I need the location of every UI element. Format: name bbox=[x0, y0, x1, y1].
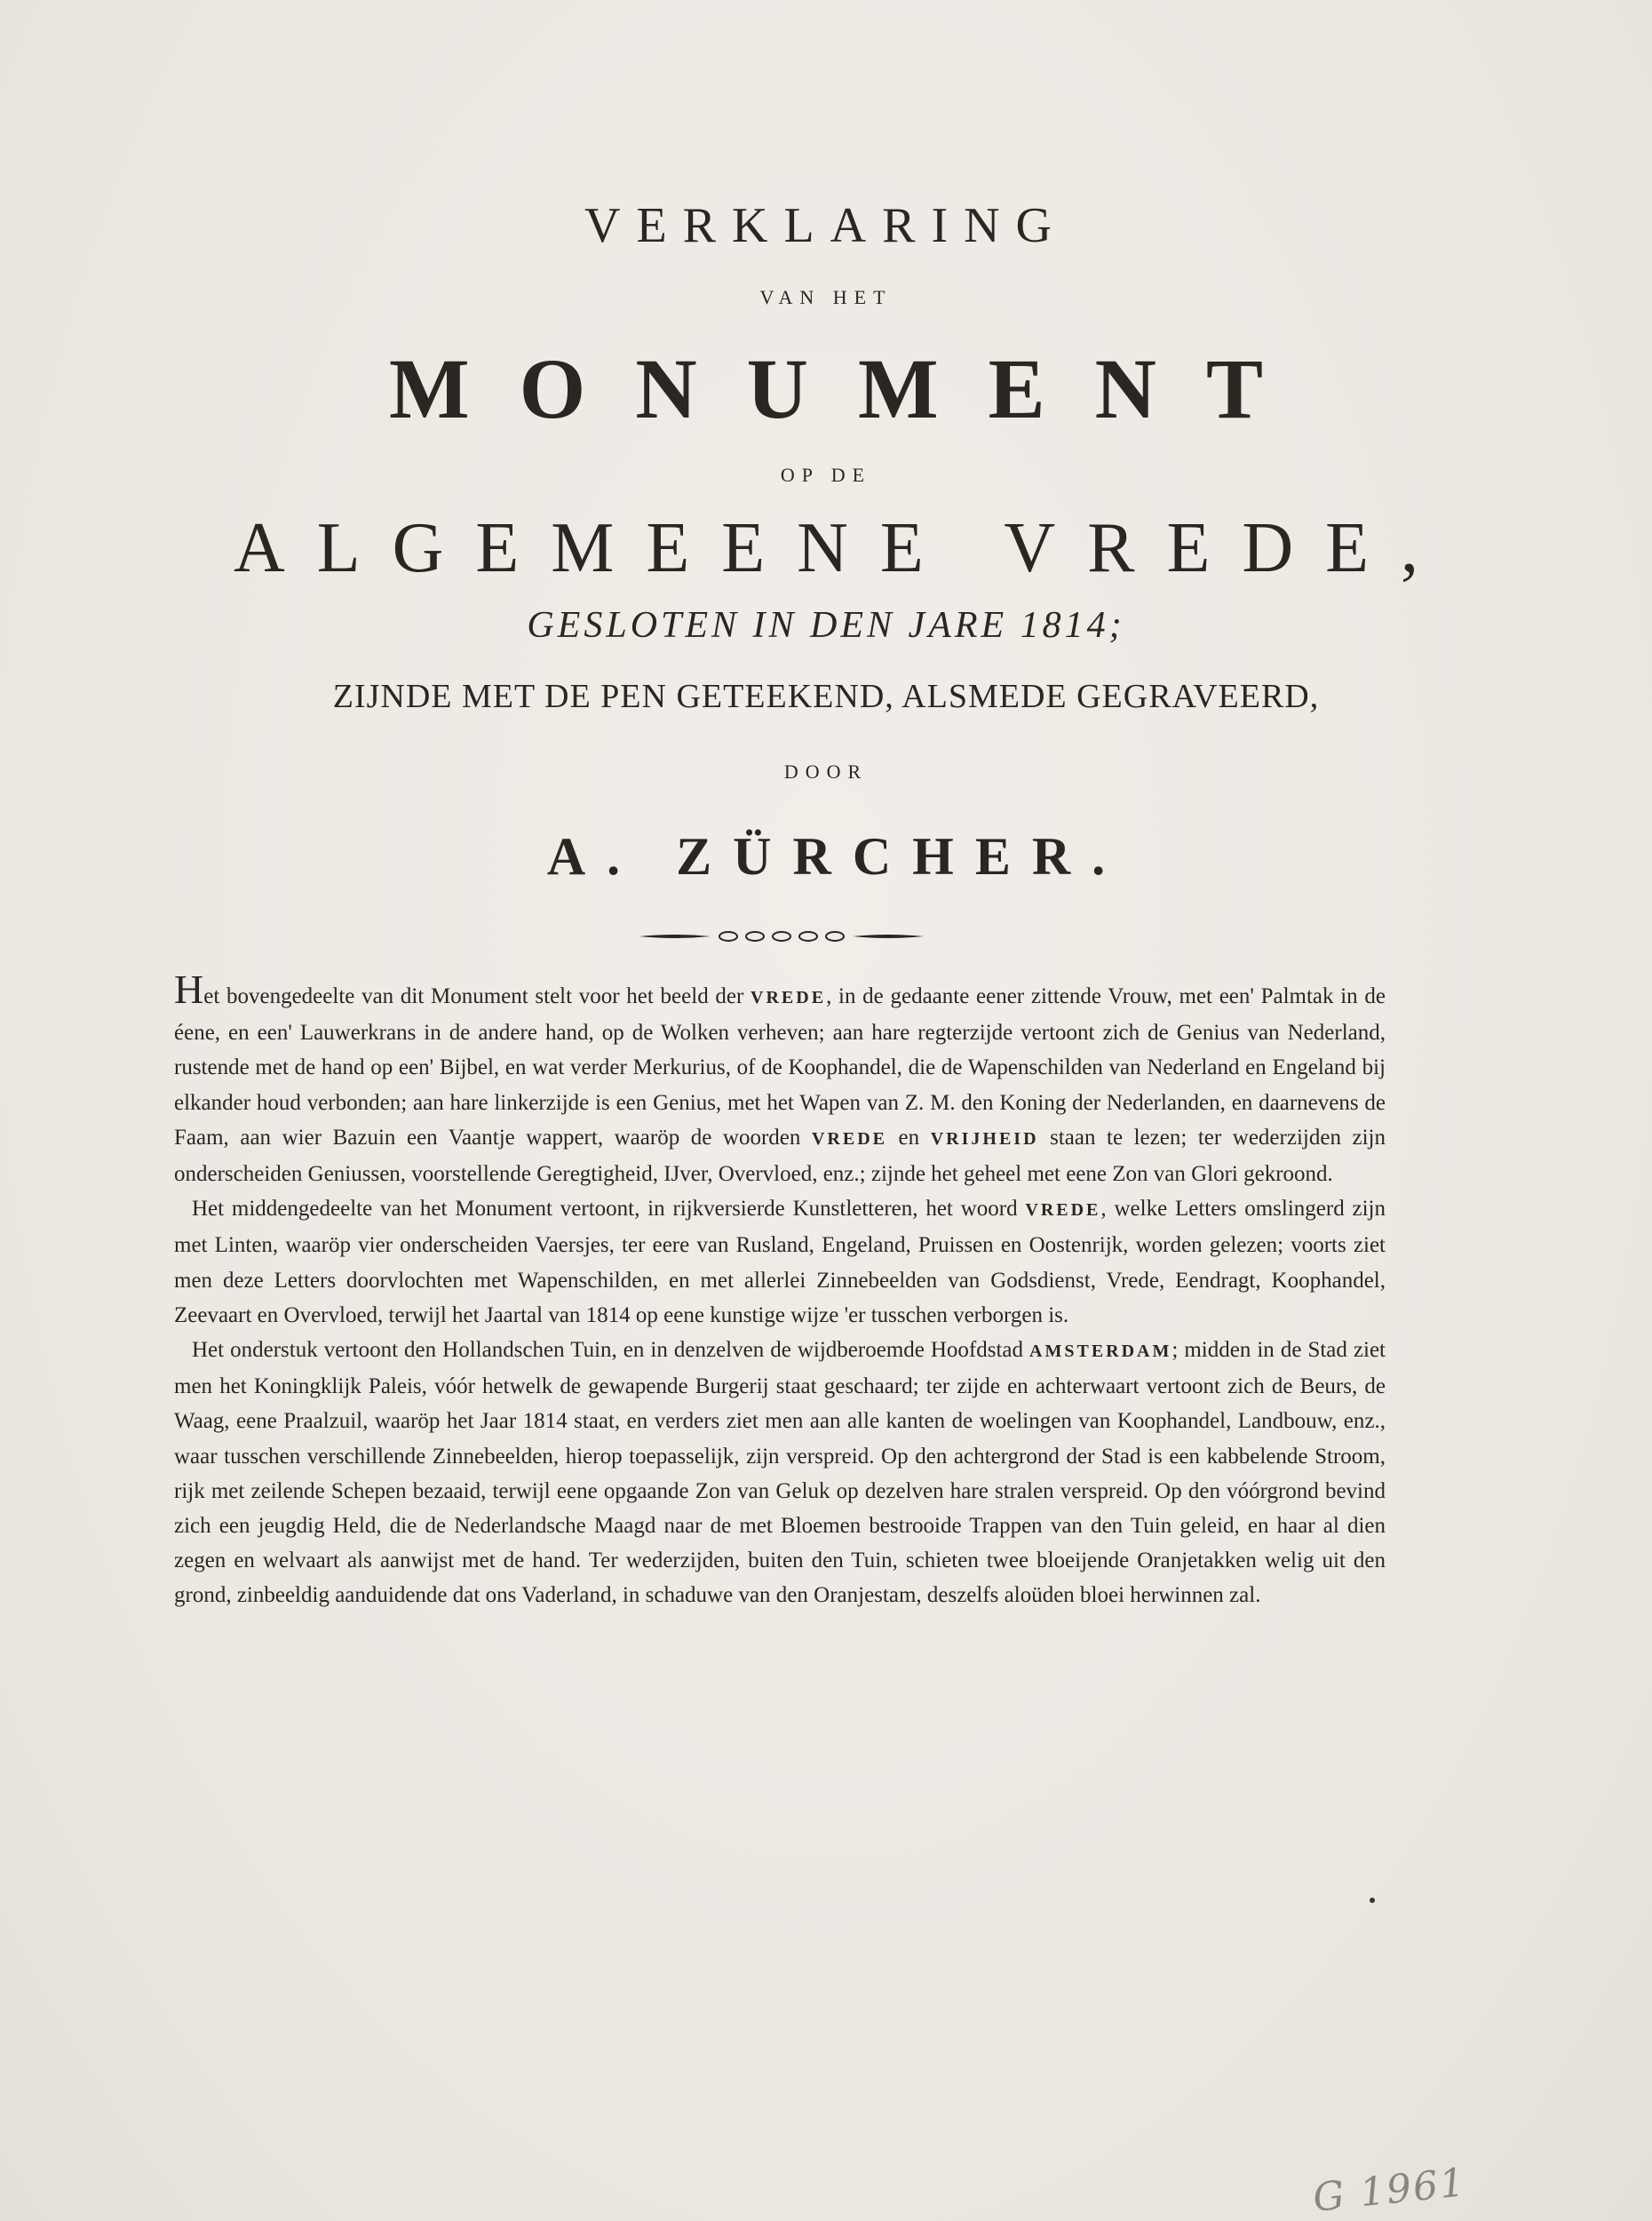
paragraph-2-text-a: Het middengedeelte van het Monument vertoont, in rijkversierde Kunstletteren, het woord bbox=[192, 1197, 1026, 1222]
paragraph-3 bbox=[174, 1333, 1386, 1613]
word-vrede-2: VREDE bbox=[811, 1128, 887, 1149]
paragraph-2-text-b: , welke Letters omslingerd zijn met Linten, waaröp vier onderscheiden Vaersjes, ter eere van Rusland, Engeland, Pruissen en Oostenrijk, worden gelezen; voorts ziet men deze Letters doorvlochten met Wapenschilden, en met allerlei Zinnebeelden van Godsdienst, Vrede, Eendragt, Koophandel, Zeevaart en Overvloed, terwijl het Jaartal van 1814 op eene kunstige wijze 'er tusschen verborgen is. bbox=[174, 1197, 1386, 1327]
word-amsterdam: AMSTERDAM bbox=[1029, 1341, 1172, 1362]
paragraph-1-text-b: , in de gedaante eener zittende Vrouw, met een' Palmtak in de éene, en een' Lauwerkrans in de andere hand, op de Wolken verheven; aan hare regterzijde vertoont zich de Genius van Nederland, rustende met de hand op een' Bijbel, en wat verder Merkurius, of de Koophandel, die de Wapenschilden van Nederland en Engeland bij elkander houd verbonden; aan hare linkerzijde is een Genius, met het Wapen van Z. M. den Koning der Nederlanden, en daarnevens de Faam, aan wier Bazuin een Vaantje wappert, waaröp de woorden bbox=[174, 984, 1386, 1150]
title-monument: MONUMENT bbox=[389, 341, 1313, 436]
title-algemeene-vrede: ALGEMEENE VREDE, bbox=[234, 509, 1450, 587]
word-vrijheid: VRIJHEID bbox=[930, 1128, 1039, 1149]
ornament-divider-icon bbox=[639, 926, 924, 947]
paragraph-1-text-a: et bovengedeelte van dit Monument stelt voor het beeld der bbox=[203, 984, 751, 1008]
author-name: A. ZÜRCHER. bbox=[546, 827, 1127, 886]
handwritten-annotation: G 1961 bbox=[1310, 2160, 1469, 2221]
paragraph-3-text-a: Het onderstuk vertoont den Hollandschen Tuin, en in denzelven de wijdberoemde Hoofdstad bbox=[192, 1338, 1030, 1363]
title-door: DOOR bbox=[783, 760, 869, 783]
paragraph-1 bbox=[174, 967, 1386, 1191]
title-op-de: OP DE bbox=[780, 464, 872, 486]
title-van-het: VAN HET bbox=[759, 286, 893, 308]
paragraph-2 bbox=[174, 1191, 1386, 1333]
word-vrede: VREDE bbox=[751, 988, 827, 1007]
paragraph-3-text-b: ; midden in de Stad ziet men het Koningklijk Paleis, vóór hetwelk de gewapende Burgerij staat geschaard; ter zijde en achterwaart vertoont zich de Beurs, de Waag, eene Praalzuil, waaröp het Jaar 1814 staat, en verders ziet men aan alle kanten de woelingen van Koophandel, Landbouw, enz., waar tusschen verschillende Zinnebeelden, hierop toepasselijk, zijn verspreid. Op den achtergrond der Stad is een kabbelende Stroom, rijk met zeilende Schepen bezaaid, terwijl eene opgaande Zon van Geluk op dezelven hare stralen verspreid. Op den vóórgrond bevind zich een jeugdig Held, die de Nederlandsche Maagd naar de met Bloemen bestrooide Trappen van den Tuin geleid, en haar al dien zegen en welvaart als aanwijst met de hand. Ter wederzijden, buiten den Tuin, schieten twee bloeijende Oranjetakken welig uit den grond, zinbeeldig aanduidende dat ons Vaderland, in schaduwe van den Oranjestam, deszelfs aloüden bloei herwinnen zal. bbox=[174, 1338, 1386, 1608]
title-gesloten: GESLOTEN IN DEN JARE 1814; bbox=[527, 605, 1125, 646]
title-zijnde: ZIJNDE MET DE PEN GETEEKEND, ALSMEDE GEGRAVEERD, bbox=[332, 678, 1320, 715]
paragraph-1-text-c: en bbox=[886, 1125, 931, 1150]
ink-dot bbox=[1370, 1898, 1375, 1903]
paragraph-1-text-d: staan te lezen; ter wederzijden zijn onderscheiden Geniussen, voorstellende Geregtigheid, IJver, Overvloed, enz.; zijnde het geheel met eene Zon van Glori gekroond. bbox=[174, 1125, 1386, 1187]
title-verklaring: VERKLARING bbox=[584, 198, 1068, 253]
word-vrede-3: VREDE bbox=[1025, 1200, 1101, 1221]
drop-cap: H bbox=[174, 967, 204, 1012]
description-text bbox=[174, 967, 1386, 1613]
